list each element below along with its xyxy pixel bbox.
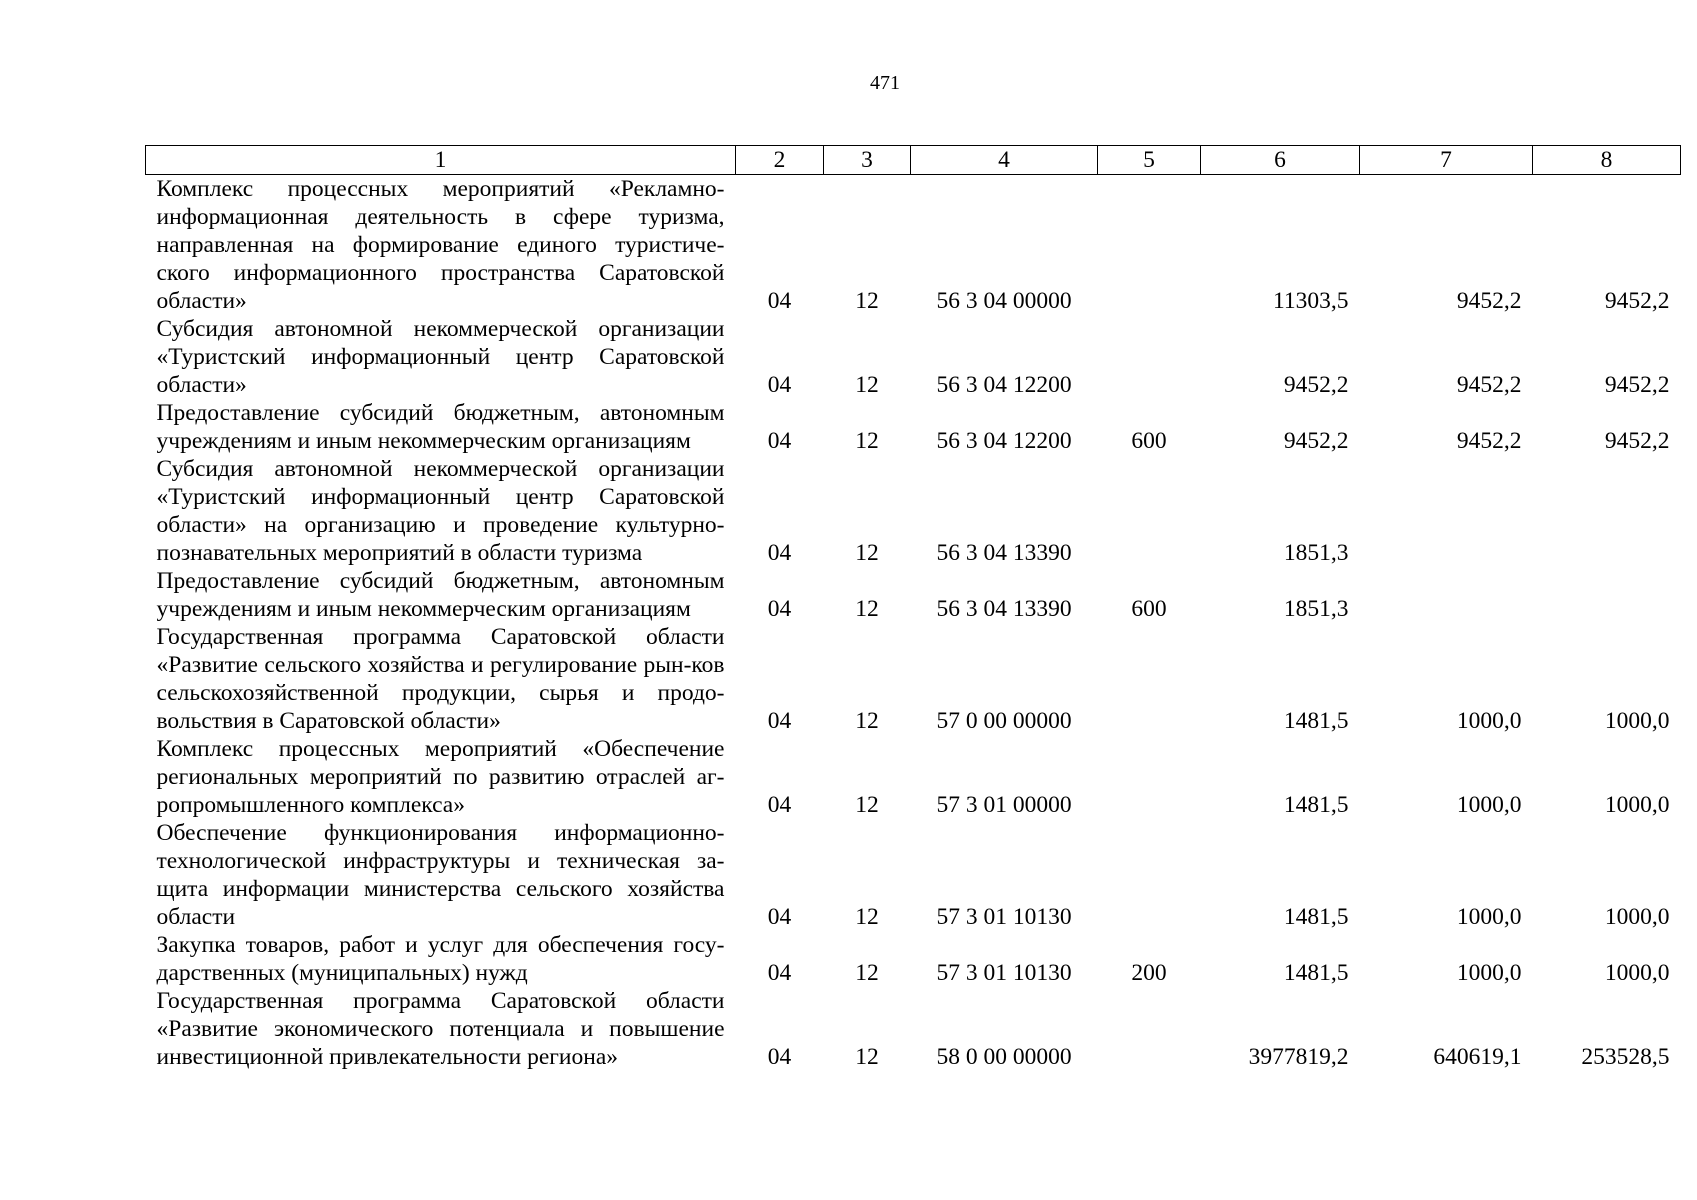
row-amount-col7: 9452,2 [1456, 288, 1522, 314]
table-row [146, 987, 1681, 1071]
row-expense-type [1098, 735, 1201, 819]
row-section: 04 [767, 792, 792, 818]
row-target-article: 56 3 04 13390 [936, 596, 1072, 622]
row-expense-type: 600 [1131, 428, 1167, 454]
header-col-8: 8 [1533, 146, 1681, 175]
row-amount-col7: 1000,0 [1456, 960, 1522, 986]
row-name: Государственная программа Саратовской области «Развитие сельского хозяйства и регулирование рын-ков сельскохозяйственной продукции, сырья и продо-вольствия в Саратовской области» [156, 624, 725, 734]
row-subsection: 12 [855, 596, 879, 622]
header-col-3: 3 [824, 146, 911, 175]
row-subsection: 12 [855, 904, 879, 930]
row-amount-col6: 1481,5 [1283, 960, 1349, 986]
table-row [146, 455, 1681, 567]
row-expense-type [1098, 623, 1201, 735]
row-section: 04 [767, 372, 792, 398]
table-row [146, 175, 1681, 316]
row-expense-type: 200 [1131, 960, 1167, 986]
row-amount-col7: 9452,2 [1456, 428, 1522, 454]
row-name: Комплекс процессных мероприятий «Обеспечение региональных мероприятий по развитию отраслей аг-ропромышленного комплекса» [156, 736, 725, 818]
row-amount-col7: 9452,2 [1456, 372, 1522, 398]
table-row [146, 819, 1681, 931]
row-section: 04 [767, 288, 792, 314]
row-amount-col8: 9452,2 [1604, 372, 1670, 398]
row-section: 04 [767, 960, 792, 986]
row-amount-col7: 1000,0 [1456, 904, 1522, 930]
row-target-article: 57 3 01 00000 [936, 792, 1072, 818]
row-amount-col6: 1481,5 [1283, 708, 1349, 734]
header-col-7: 7 [1360, 146, 1533, 175]
row-amount-col6: 9452,2 [1283, 428, 1349, 454]
row-name: Обеспечение функционирования информационно-технологической инфраструктуры и техническая за-щита информации министерства сельского хозяйства области [156, 820, 725, 930]
header-col-6: 6 [1201, 146, 1360, 175]
table-row [146, 315, 1681, 399]
row-section: 04 [767, 596, 792, 622]
row-amount-col8: 1000,0 [1604, 960, 1670, 986]
row-subsection: 12 [855, 960, 879, 986]
row-subsection: 12 [855, 792, 879, 818]
row-subsection: 12 [855, 540, 879, 566]
row-amount-col8: 1000,0 [1604, 904, 1670, 930]
row-amount-col6: 1851,3 [1283, 540, 1349, 566]
row-subsection: 12 [855, 708, 879, 734]
row-amount-col8: 1000,0 [1604, 708, 1670, 734]
table-row [146, 931, 1681, 987]
row-subsection: 12 [855, 372, 879, 398]
row-name: Субсидия автономной некоммерческой организации «Туристский информационный центр Саратовской области» [156, 316, 725, 398]
row-section: 04 [767, 428, 792, 454]
budget-table [145, 145, 1681, 1071]
row-name: Государственная программа Саратовской области «Развитие экономического потенциала и повышение инвестиционной привлекательности региона» [156, 988, 725, 1070]
row-amount-col8: 253528,5 [1581, 1044, 1670, 1070]
row-target-article: 56 3 04 12200 [936, 372, 1072, 398]
row-amount-col6: 9452,2 [1283, 372, 1349, 398]
page-number: 471 [870, 72, 900, 94]
row-name: Субсидия автономной некоммерческой организации «Туристский информационный центр Саратовской области» на организацию и проведение культурно-познавательных мероприятий в области туризма [156, 456, 725, 566]
table-body [146, 175, 1681, 1072]
row-target-article: 56 3 04 00000 [936, 288, 1072, 314]
row-amount-col8: 9452,2 [1604, 288, 1670, 314]
row-amount-col7 [1360, 455, 1533, 567]
row-target-article: 58 0 00 00000 [936, 1044, 1072, 1070]
row-target-article: 57 3 01 10130 [936, 960, 1072, 986]
row-name: Закупка товаров, работ и услуг для обеспечения госу-дарственных (муниципальных) нужд [156, 932, 725, 986]
table-row [146, 623, 1681, 735]
table-row [146, 735, 1681, 819]
row-amount-col6: 1481,5 [1283, 904, 1349, 930]
row-name: Предоставление субсидий бюджетным, автономным учреждениям и иным некоммерческим организациям [156, 400, 725, 454]
row-subsection: 12 [855, 1044, 879, 1070]
row-expense-type [1098, 987, 1201, 1071]
row-amount-col8: 9452,2 [1604, 428, 1670, 454]
table-row [146, 567, 1681, 623]
row-name: Предоставление субсидий бюджетным, автономным учреждениям и иным некоммерческим организациям [156, 568, 725, 622]
header-col-4: 4 [911, 146, 1098, 175]
row-amount-col8 [1533, 567, 1681, 623]
row-target-article: 56 3 04 13390 [936, 540, 1072, 566]
row-section: 04 [767, 1044, 792, 1070]
row-amount-col6: 11303,5 [1272, 288, 1349, 314]
row-section: 04 [767, 708, 792, 734]
row-subsection: 12 [855, 428, 879, 454]
row-amount-col6: 1481,5 [1283, 792, 1349, 818]
row-expense-type: 600 [1131, 596, 1167, 622]
row-target-article: 56 3 04 12200 [936, 428, 1072, 454]
table-header [146, 146, 1681, 175]
row-expense-type [1098, 175, 1201, 316]
row-amount-col7: 640619,1 [1433, 1044, 1522, 1070]
row-amount-col7: 1000,0 [1456, 708, 1522, 734]
row-amount-col7: 1000,0 [1456, 792, 1522, 818]
row-amount-col6: 3977819,2 [1248, 1044, 1349, 1070]
header-col-2: 2 [736, 146, 824, 175]
row-expense-type [1098, 819, 1201, 931]
row-section: 04 [767, 540, 792, 566]
row-amount-col8: 1000,0 [1604, 792, 1670, 818]
row-expense-type [1098, 315, 1201, 399]
row-section: 04 [767, 904, 792, 930]
header-col-5: 5 [1098, 146, 1201, 175]
row-subsection: 12 [855, 288, 879, 314]
header-row [146, 146, 1681, 175]
row-amount-col8 [1533, 455, 1681, 567]
row-name: Комплекс процессных мероприятий «Рекламно-информационная деятельность в сфере туризма, направленная на формирование единого туристиче-ского информационного пространства Саратовской области» [156, 176, 725, 314]
header-col-1: 1 [146, 146, 736, 175]
row-expense-type [1098, 455, 1201, 567]
row-amount-col7 [1360, 567, 1533, 623]
row-amount-col6: 1851,3 [1283, 596, 1349, 622]
row-target-article: 57 3 01 10130 [936, 904, 1072, 930]
row-target-article: 57 0 00 00000 [936, 708, 1072, 734]
table-row [146, 399, 1681, 455]
